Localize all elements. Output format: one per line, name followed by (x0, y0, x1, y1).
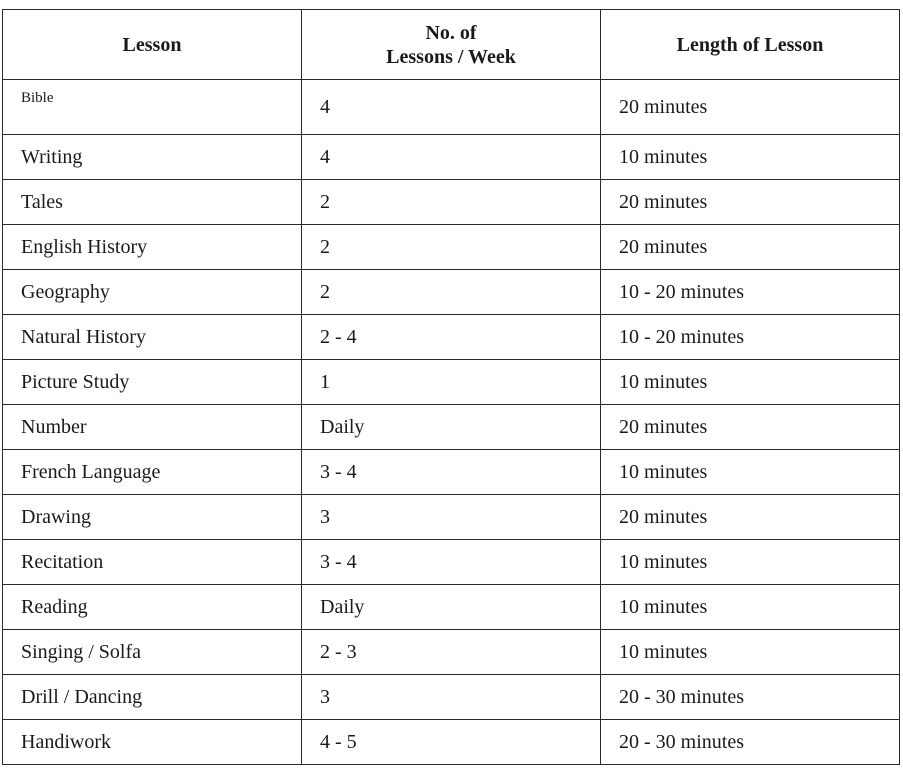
cell-length: 20 - 30 minutes (601, 720, 900, 765)
table-row (3, 270, 900, 315)
table-row (3, 540, 900, 585)
header-lesson-label: Lesson (122, 33, 182, 56)
cell-lesson: Handiwork (3, 720, 302, 765)
cell-length: 20 minutes (601, 80, 900, 135)
cell-per-week: 3 - 4 (302, 540, 601, 585)
cell-per-week: 3 - 4 (302, 450, 601, 495)
header-per-week-line1: No. of (425, 21, 477, 44)
cell-lesson: Drill / Dancing (3, 675, 302, 720)
cell-lesson: Natural History (3, 315, 302, 360)
table-row (3, 675, 900, 720)
header-lessons-per-week (302, 10, 601, 80)
table-row (3, 315, 900, 360)
cell-lesson: Picture Study (3, 360, 302, 405)
table-row (3, 405, 900, 450)
cell-per-week: 2 (302, 225, 601, 270)
cell-lesson: Writing (3, 135, 302, 180)
cell-per-week: Daily (302, 405, 601, 450)
cell-per-week: 2 - 4 (302, 315, 601, 360)
table-row (3, 495, 900, 540)
cell-per-week: 3 (302, 675, 601, 720)
table-row (3, 720, 900, 765)
table-row (3, 450, 900, 495)
cell-lesson: French Language (3, 450, 302, 495)
cell-per-week: 2 (302, 180, 601, 225)
header-per-week-line2: Lessons / Week (386, 45, 516, 68)
table-row (3, 80, 900, 135)
cell-length: 10 minutes (601, 135, 900, 180)
cell-lesson: Tales (3, 180, 302, 225)
cell-length: 10 minutes (601, 360, 900, 405)
table-row (3, 360, 900, 405)
cell-lesson: English History (3, 225, 302, 270)
cell-length: 10 minutes (601, 450, 900, 495)
table-body (3, 80, 900, 765)
table-row (3, 180, 900, 225)
cell-length: 20 minutes (601, 225, 900, 270)
cell-length: 10 minutes (601, 585, 900, 630)
lesson-schedule-table (2, 9, 900, 765)
cell-lesson: Drawing (3, 495, 302, 540)
header-row (3, 10, 900, 80)
cell-lesson: Recitation (3, 540, 302, 585)
cell-per-week: 3 (302, 495, 601, 540)
cell-length: 20 minutes (601, 405, 900, 450)
cell-per-week: 2 - 3 (302, 630, 601, 675)
cell-length: 20 minutes (601, 180, 900, 225)
table-row (3, 585, 900, 630)
cell-length: 10 minutes (601, 630, 900, 675)
cell-length: 10 - 20 minutes (601, 270, 900, 315)
table-row (3, 135, 900, 180)
cell-lesson: Geography (3, 270, 302, 315)
cell-lesson: Bible (3, 80, 302, 135)
cell-lesson: Singing / Solfa (3, 630, 302, 675)
cell-length: 10 minutes (601, 540, 900, 585)
cell-per-week: 4 (302, 135, 601, 180)
cell-per-week: 4 - 5 (302, 720, 601, 765)
cell-length: 20 - 30 minutes (601, 675, 900, 720)
cell-per-week: 1 (302, 360, 601, 405)
cell-lesson: Number (3, 405, 302, 450)
cell-per-week: 2 (302, 270, 601, 315)
header-length-label: Length of Lesson (676, 33, 824, 56)
table-row (3, 630, 900, 675)
cell-per-week: 4 (302, 80, 601, 135)
table-row (3, 225, 900, 270)
header-length-of-lesson (601, 10, 900, 80)
cell-length: 10 - 20 minutes (601, 315, 900, 360)
table-header (3, 10, 900, 80)
cell-lesson: Reading (3, 585, 302, 630)
cell-per-week: Daily (302, 585, 601, 630)
cell-length: 20 minutes (601, 495, 900, 540)
header-lesson (3, 10, 302, 80)
